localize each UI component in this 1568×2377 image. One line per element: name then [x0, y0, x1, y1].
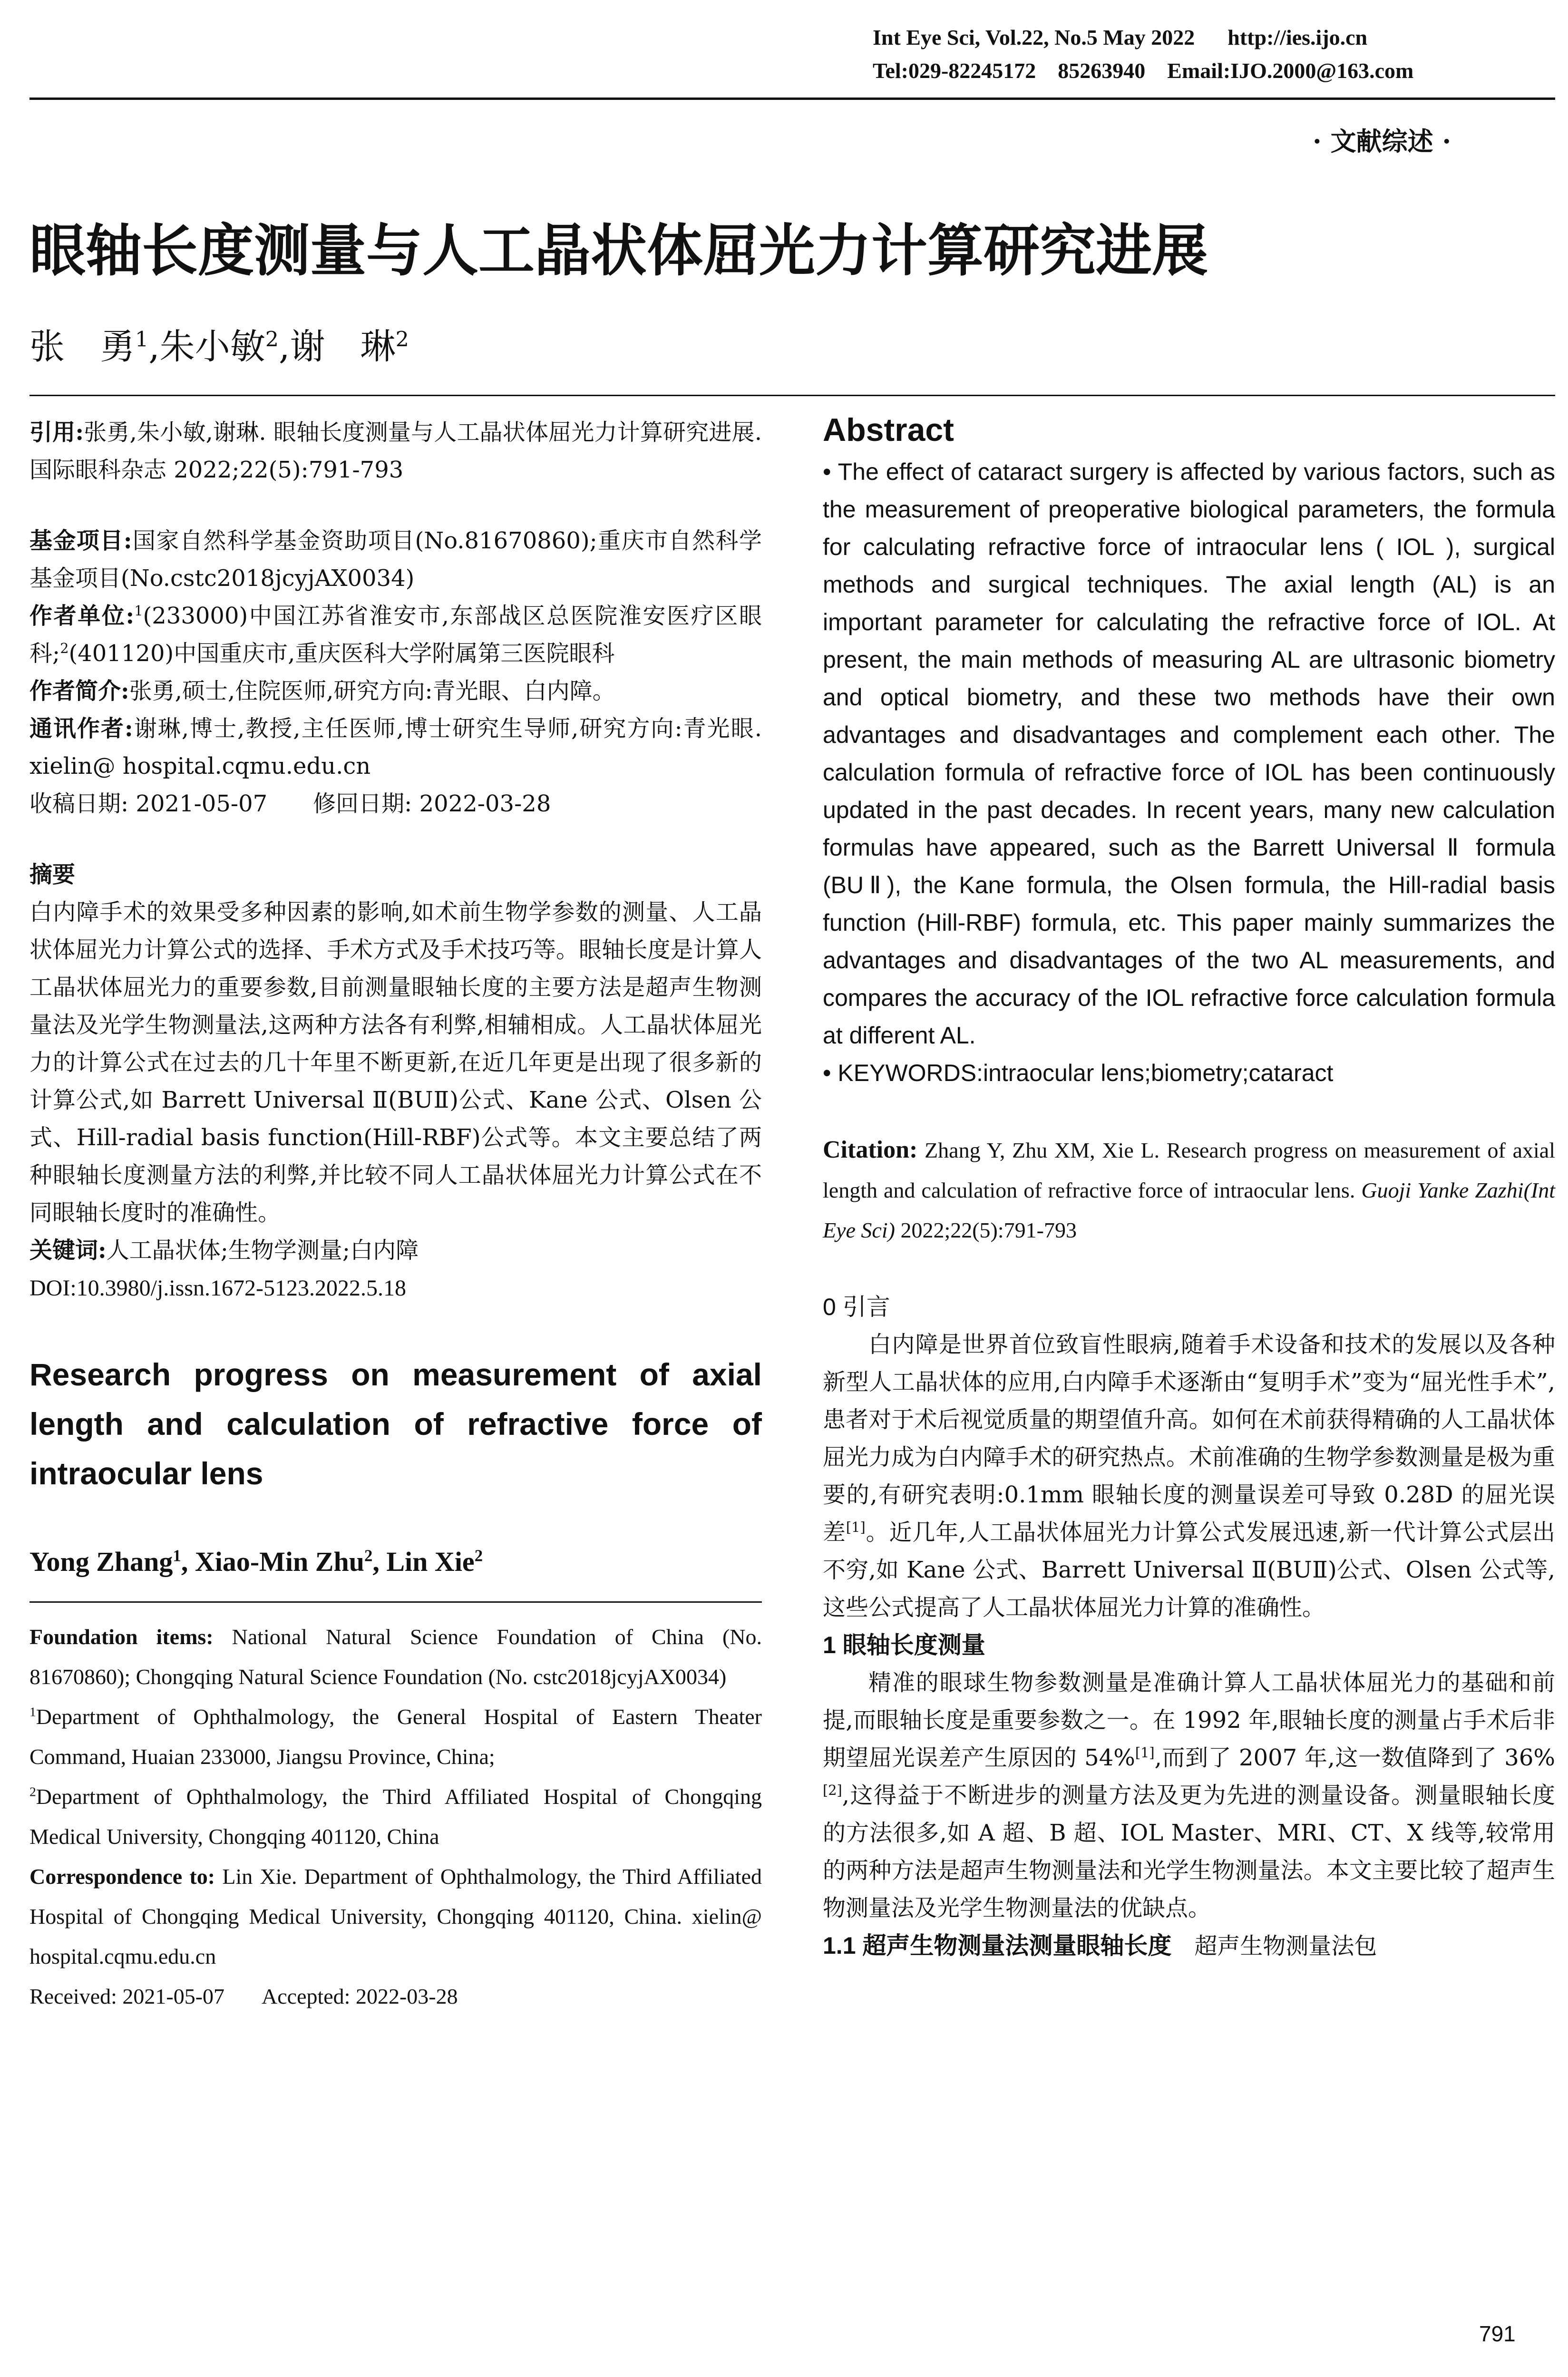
authors-cn: 张 勇$^1$,朱小敏$^2$,谢 琳$^2$ — [29, 326, 409, 367]
right-column — [823, 411, 1555, 1965]
citation-cn: 引用:张勇,朱小敏,谢琳. 眼轴长度测量与人工晶状体屈光力计算研究进展. 国际眼科杂志 2022;22(5):791-793 — [29, 419, 762, 483]
author-cn-2: 朱小敏 — [159, 326, 265, 367]
section-0-title: 0 引言 — [823, 1294, 890, 1320]
correspondence-en: Correspondence to: Lin Xie. Department of Ophthalmology, the Third Affiliated Hospital of Chongqing Medical University, Chongqing 401120, China. xielin@ hospital.cqmu.edu.cn — [29, 1864, 762, 1968]
title-rule — [29, 395, 1555, 396]
keywords-cn: 关键词:人工晶状体;生物学测量;白内障 — [29, 1237, 419, 1264]
affiliation-en-1: $^1$Department of Ophthalmology, the General Hospital of Eastern Theater Command, Huaian 233000, Jiangsu Province, China; — [29, 1704, 762, 1769]
section-label: · 文献综述 · — [1313, 126, 1451, 156]
received-en: Received: 2021-05-07 Accepted: 2022-03-28 — [29, 1984, 458, 2008]
section-0-text: 白内障是世界首位致盲性眼病,随着手术设备和技术的发展以及各种新型人工晶状体的应用,白内障手术逐渐由“复明手术”变为“屈光性手术”,患者对于术后视觉质量的期望值升高。如何在术前获得精确的人工晶状体屈光力成为白内障手术的研究热点。术前准确的生物学参数测量是极为重要的,有研究表明:0.1mm 眼轴长度的测量误差可导致 0.28D 的屈光误差[1]。近几年,人工晶状体屈光力计算公式发展迅速,新一代计算公式层出不穷,如 Kane 公式、Barrett Universal Ⅱ(BUⅡ)公式、Olsen 公式等,这些公式提高了人工晶状体屈光力计算的准确性。 — [823, 1331, 1555, 1621]
title-en: Research progress on measurement of axial length and calculation of refractive force of intraocular lens — [29, 1357, 762, 1491]
authors-en: Yong Zhang$^1$, Xiao-Min Zhu$^2$, Lin Xie$^2$ — [29, 1546, 483, 1577]
section-1-title: 1 眼轴长度测量 — [823, 1632, 985, 1658]
foundation-cn: 基金项目:国家自然科学基金资助项目(No.81670860);重庆市自然科学基金项目(No.cstc2018jcyjAX0034) — [29, 527, 762, 592]
abstract-en-title: Abstract — [823, 412, 954, 448]
section-1-text: 精准的眼球生物参数测量是准确计算人工晶状体屈光力的基础和前提,而眼轴长度是重要参数之一。在 1992 年,眼轴长度的测量占手术后非期望屈光误差产生原因的 54%[1],而到了 2007 年,这一数值降到了 36%[2],这得益于不断进步的测量方法及更为先进的测量设备。测量眼轴长度的方法很多,如 A 超、B 超、IOL Master、MRI、CT、X 线等,较常用的两种方法是超声生物测量法和光学生物测量法。本文主要比较了超声生物测量法及光学生物测量法的优缺点。 — [823, 1669, 1555, 1921]
foundation-en: Foundation items: National Natural Science Foundation of China (No. 81670860); Chongqing Natural Science Foundation (No. cstc2018jcyjAX0034) — [29, 1625, 762, 1689]
left-column — [29, 414, 762, 2017]
section-1-1: 1.1 超声生物测量法测量眼轴长度 超声生物测量法包 — [823, 1932, 1377, 1959]
author-cn-1: 张 勇 — [29, 326, 135, 367]
affiliation-en-2: $^2$Department of Ophthalmology, the Third Affiliated Hospital of Chongqing Medical University, Chongqing 401120, China — [29, 1784, 762, 1849]
author-bio-cn: 作者简介:张勇,硕士,住院医师,研究方向:青光眼、白内障。 — [29, 678, 615, 704]
contact-line: Tel:029-82245172 85263940 Email:IJO.2000@163.com — [873, 58, 1414, 83]
authors-en-rule — [29, 1578, 762, 1603]
header-rule — [29, 97, 1555, 100]
author-cn-3: 谢 琳 — [290, 326, 396, 367]
affiliation-cn: 作者单位:$^1$(233000)中国江苏省淮安市,东部战区总医院淮安医疗区眼科;$^2$(401120)中国重庆市,重庆医科大学附属第三医院眼科 — [29, 603, 762, 667]
page-title: 眼轴长度测量与人工晶状体屈光力计算研究进展 — [29, 218, 1208, 283]
doi: DOI:10.3980/j.issn.1672-5123.2022.5.18 — [29, 1276, 406, 1301]
page-number: 791 — [1479, 2321, 1516, 2346]
journal-line: Int Eye Sci, Vol.22, No.5 May 2022 http://ies.ijo.cn — [873, 25, 1368, 49]
correspondence-cn: 通讯作者:谢琳,博士,教授,主任医师,博士研究生导师,研究方向:青光眼. xielin@ hospital.cqmu.edu.cn — [29, 715, 762, 779]
citation-en: Citation: Zhang Y, Zhu XM, Xie L. Research progress on measurement of axial length and calculation of refractive force of intraocular lens. Guoji Yanke Zazhi(Int Eye Sci) 2022;22(5):791-793 — [823, 1136, 1556, 1242]
abstract-en-text: • The effect of cataract surgery is affected by various factors, such as the measurement of preoperative biological parameters, the formula for calculating refractive force of intraocular lens ( IOL ), surgical methods and surgical techniques. The axial length (AL) is an important parameter for calculating the refractive force of IOL. At present, the main methods of measuring AL are ultrasonic biometry and optical biometry, and these two methods have their own advantages and disadvantages and complement each other. The calculation formula of refractive force of IOL has been continuously updated in the past decades. In recent years, many new calculation formulas have appeared, such as the Barrett Universal Ⅱ formula (BUⅡ), the Kane formula, the Olsen formula, the Hill-radial basis function (Hill-RBF) formula, etc. This paper mainly summarizes the advantages and disadvantages of the two AL measurements, and compares the accuracy of the IOL refractive force calculation formula at different AL. — [823, 458, 1555, 1049]
keywords-en: • KEYWORDS:intraocular lens;biometry;cataract — [823, 1060, 1334, 1086]
abstract-cn-title: 摘要 — [29, 861, 76, 888]
abstract-cn-text: 白内障手术的效果受多种因素的影响,如术前生物学参数的测量、人工晶状体屈光力计算公式的选择、手术方式及手术技巧等。眼轴长度是计算人工晶状体屈光力的重要参数,目前测量眼轴长度的主要方法是超声生物测量法及光学生物测量法,这两种方法各有利弊,相辅相成。人工晶状体屈光力的计算公式在过去的几十年里不断更新,在近几年更是出现了很多新的计算公式,如 Barrett Universal Ⅱ(BUⅡ)公式、Kane 公式、Olsen 公式、Hill-radial basis function(Hill-RBF)公式等。本文主要总结了两种眼轴长度测量方法的利弊,并比较不同人工晶状体屈光力计算公式在不同眼轴长度时的准确性。 — [29, 899, 762, 1226]
received-cn: 收稿日期: 2021-05-07 修回日期: 2022-03-28 — [29, 790, 551, 817]
